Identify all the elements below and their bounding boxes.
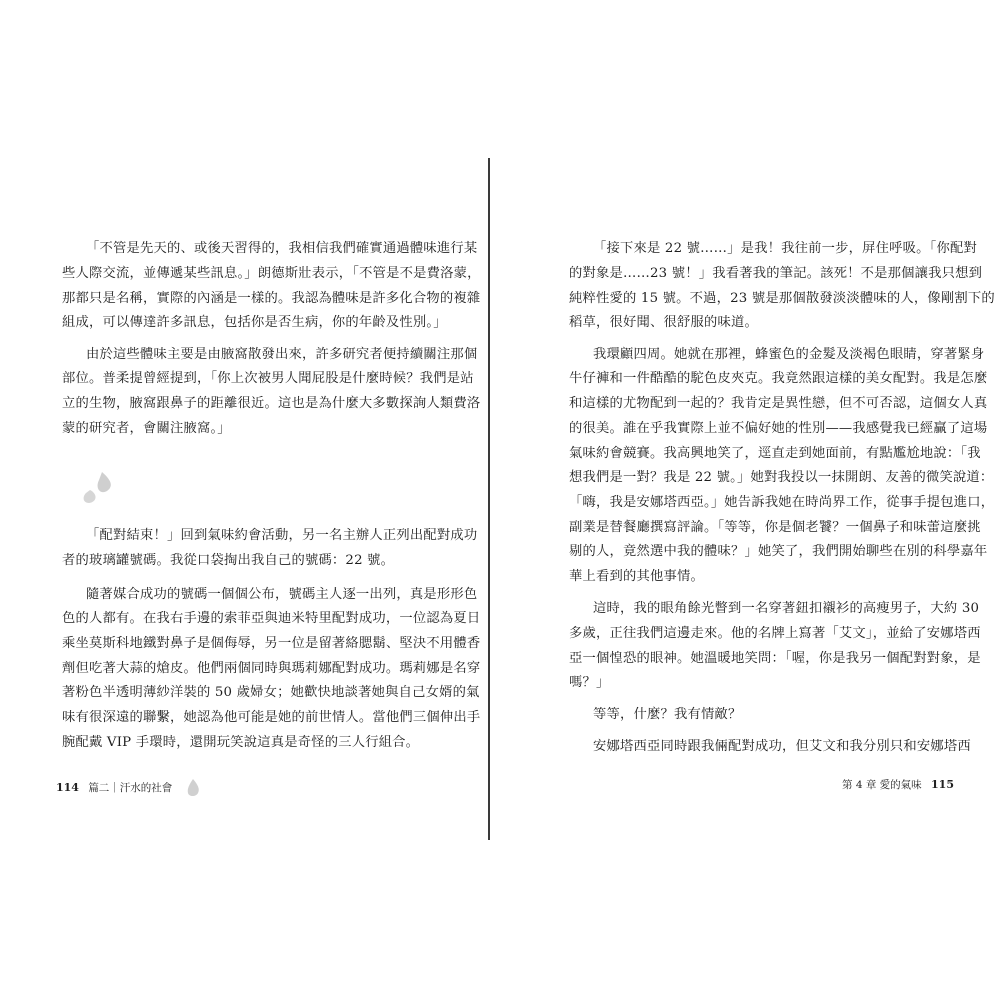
paragraph-line: 乘坐莫斯科地鐵對鼻子是個侮辱，另一位是留著絡腮鬍、堅決不用體香 <box>62 636 481 651</box>
paragraph-line: 組成，可以傳達許多訊息，包括你是否生病，你的年齡及性別。」 <box>62 315 447 330</box>
paragraph-line: 「不管是先天的、或後天習得的，我相信我們確實通過體味進行某 <box>86 241 478 256</box>
running-head: 篇二｜汗水的社會 <box>88 782 173 794</box>
paragraph-line: 腕配戴 VIP 手環時，還開玩笑說這真是奇怪的三人行組合。 <box>62 735 420 750</box>
paragraph-line: 隨著媒合成功的號碼一個個公布，號碼主人逐一出列，真是形形色 <box>86 587 478 602</box>
paragraph-line: 嗎？」 <box>569 675 610 690</box>
right-page-text <box>569 0 995 780</box>
paragraph-line: 著粉色半透明薄紗洋裝的 50 歲婦女；她歡快地談著她與自己女婿的氣 <box>62 685 480 700</box>
paragraph-line: 味有很深遠的聯繫，她認為他可能是她的前世情人。當他們三個伸出手 <box>62 710 481 725</box>
paragraph-line: 「嗨，我是安娜塔西亞。」她告訴我她在時尚界工作，從事手提包進口， <box>569 495 995 510</box>
paragraph-line: 劑但吃著大蒜的熗皮。他們兩個同時與瑪莉娜配對成功。瑪莉娜是名穿 <box>62 661 481 676</box>
paragraph-line: 我環顧四周。她就在那裡，蜂蜜色的金髮及淡褐色眼睛，穿著緊身 <box>593 347 985 362</box>
left-page <box>0 0 490 1000</box>
paragraph-line: 蒙的研究者，會關注腋窩。」 <box>62 421 231 436</box>
paragraph-line: 「配對結束！」回到氣味約會活動，另一名主辦人正列出配對成功 <box>86 528 478 543</box>
left-page-footer <box>56 778 202 798</box>
running-head: 第 4 章 愛的氣味 <box>841 779 922 791</box>
water-drop-icon <box>184 778 202 798</box>
paragraph-line: 的很美。誰在乎我實際上並不偏好她的性別——我感覺我已經贏了這場 <box>569 421 988 436</box>
paragraph-line: 華上看到的其他事情。 <box>569 569 704 584</box>
right-page-footer <box>836 778 954 792</box>
paragraph-line: 些人際交流，並傳遞某些訊息。」朗德斯壯表示，「不管是不是費洛蒙， <box>62 266 481 281</box>
paragraph-line: 立的生物，腋窩跟鼻子的距離很近。這也是為什麼大多數探詢人類費洛 <box>62 396 481 411</box>
paragraph-line: 牛仔褲和一件酷酷的駝色皮夾克。我竟然跟這樣的美女配對。我是怎麼 <box>569 371 988 386</box>
paragraph-line: 等等，什麼？我有情敵？ <box>593 707 742 722</box>
paragraph-line: 剔的人，竟然選中我的體味？」她笑了，我們開始聊些在別的科學嘉年 <box>569 544 988 559</box>
paragraph-line: 和這樣的尤物配到一起的？我肯定是異性戀，但不可否認，這個女人真 <box>569 396 988 411</box>
paragraph-line: 副業是替餐廳撰寫評論。「等等，你是個老饕？一個鼻子和味蕾這麼挑 <box>569 520 981 535</box>
paragraph-line: 「接下來是 22 號……」是我！我往前一步，屏住呼吸。「你配對 <box>593 241 977 256</box>
paragraph-line: 色的人都有。在我右手邊的索菲亞與迪米特里配對成功，一位認為夏日 <box>62 611 481 626</box>
paragraph-line: 由於這些體味主要是由腋窩散發出來，許多研究者便持續關注那個 <box>86 347 478 362</box>
paragraph-line: 純粹性愛的 15 號。不過，23 號是那個散發淡淡體味的人，像剛割下的 <box>569 291 995 306</box>
page-number: 115 <box>931 778 954 791</box>
paragraph-line: 部位。普柔提曾經提到，「你上次被男人聞屁股是什麼時候？我們是站 <box>62 371 474 386</box>
paragraph-line: 氣味約會競賽。我高興地笑了，逕直走到她面前，有點尷尬地說：「我 <box>569 446 981 461</box>
paragraph-line: 這時，我的眼角餘光瞥到一名穿著鈕扣襯衫的高瘦男子，大約 30 <box>593 601 980 616</box>
right-page <box>490 0 1000 1000</box>
paragraph-line: 多歲，正往我們這邊走來。他的名牌上寫著「艾文」，並給了安娜塔西 <box>569 626 981 641</box>
paragraph-line: 亞一個惶恐的眼神。她溫暖地笑問：「喔，你是我另一個配對對象，是 <box>569 651 981 666</box>
paragraph-line: 安娜塔西亞同時跟我倆配對成功，但艾文和我分別只和安娜塔西 <box>593 739 971 754</box>
page-number: 114 <box>56 781 79 794</box>
paragraph-line: 者的玻璃罐號碼。我從口袋掏出我自己的號碼：22 號。 <box>62 553 395 568</box>
water-drops-ornament-icon <box>78 470 122 510</box>
paragraph-line: 想我們是一對？我是 22 號。」她對我投以一抹開朗、友善的微笑說道： <box>569 470 994 485</box>
paragraph-line: 那都只是名稱，實際的內涵是一樣的。我認為體味是許多化合物的複雜 <box>62 291 481 306</box>
paragraph-line: 的對象是……23 號！」我看著我的筆記。該死！不是那個讓我只想到 <box>569 266 983 281</box>
paragraph-line: 稻草，很好聞、很舒服的味道。 <box>569 315 758 330</box>
left-page-text <box>62 0 482 780</box>
